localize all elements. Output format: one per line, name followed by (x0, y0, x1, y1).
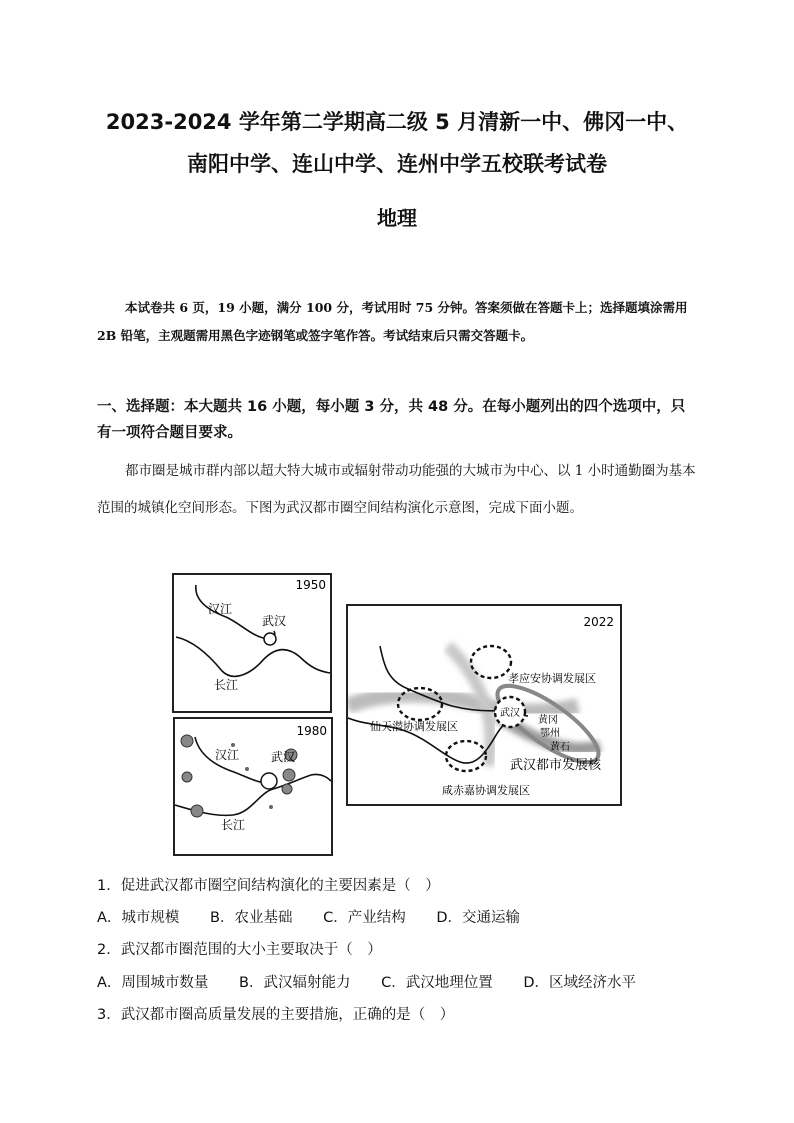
q1-option-b[interactable]: B．农业基础 (210, 910, 293, 926)
map-1950-river-han: 汉江 (208, 602, 233, 616)
q1-option-d[interactable]: D．交通运输 (436, 910, 520, 926)
q2-option-d[interactable]: D．区域经济水平 (523, 975, 636, 991)
map-1980-river-han: 汉江 (215, 748, 240, 762)
question-2-options (97, 971, 662, 992)
zone-xianchijia-label: 咸赤嘉协调发展区 (442, 784, 530, 797)
map-1980 (173, 717, 333, 856)
question-1-options (97, 906, 546, 927)
city-wuhan-label: 武汉 (500, 708, 520, 719)
map-1980-river-chang: 长江 (221, 818, 246, 832)
city-ezhou-label: 鄂州 (540, 728, 560, 739)
exam-notice: 本试卷共 6 页，19 小题，满分 100 分，考试用时 75 分钟。答案须做在答题卡上；选择题填涂需用 2B 铅笔，主观题需用黑色字迹钢笔或签字笔作答。考试结束后只需交答题卡。 (97, 300, 688, 343)
q2-option-a[interactable]: A．周围城市数量 (97, 975, 209, 991)
subject-title: 地理 (377, 206, 417, 230)
map-1980-year: 1980 (296, 724, 327, 738)
q1-option-a[interactable]: A．城市规模 (97, 910, 180, 926)
city-huanggang-label: 黄冈 (538, 715, 558, 726)
exam-title-line2: 南阳中学、连山中学、连州中学五校联考试卷 (187, 152, 607, 176)
wuhan-core-label: 武汉都市发展核 (510, 758, 602, 773)
q1-option-c[interactable]: C．产业结构 (323, 910, 406, 926)
exam-title-line1: 2023-2024 学年第二学期高二级 5 月清新一中、佛冈一中、 (105, 110, 689, 134)
map-1950-city: 武汉 (262, 614, 287, 628)
map-1950-year: 1950 (295, 578, 326, 592)
map-1950 (172, 573, 332, 713)
q2-option-b[interactable]: B．武汉辐射能力 (239, 975, 351, 991)
city-huangshi-label: 黄石 (550, 742, 570, 753)
section-heading: 一、选择题：本大题共 16 小题，每小题 3 分，共 48 分。在每小题列出的四个选项中，只有一项符合题目要求。 (97, 399, 686, 441)
question-3-stem: 3．武汉都市圈高质量发展的主要措施，正确的是（ ） (97, 1007, 455, 1023)
map-2022-year: 2022 (583, 615, 614, 629)
question-2-stem: 2．武汉都市圈范围的大小主要取决于（ ） (97, 942, 382, 958)
map-1950-river-chang: 长江 (214, 678, 239, 692)
map-2022 (346, 604, 622, 806)
passage-intro: 都市圈是城市群内部以超大特大城市或辐射带动功能强的大城市为中心、以 1 小时通勤圈为基本范围的城镇化空间形态。下图为武汉都市圈空间结构演化示意图，完成下面小题。 (97, 463, 696, 516)
zone-xiantianqian-label: 仙天潜协调发展区 (370, 720, 458, 733)
question-1-stem: 1．促进武汉都市圈空间结构演化的主要因素是（ ） (97, 878, 440, 894)
map-1980-city: 武汉 (271, 750, 296, 764)
q2-option-c[interactable]: C．武汉地理位置 (381, 975, 493, 991)
zone-xiaoyingan-label: 孝应安协调发展区 (508, 672, 596, 685)
